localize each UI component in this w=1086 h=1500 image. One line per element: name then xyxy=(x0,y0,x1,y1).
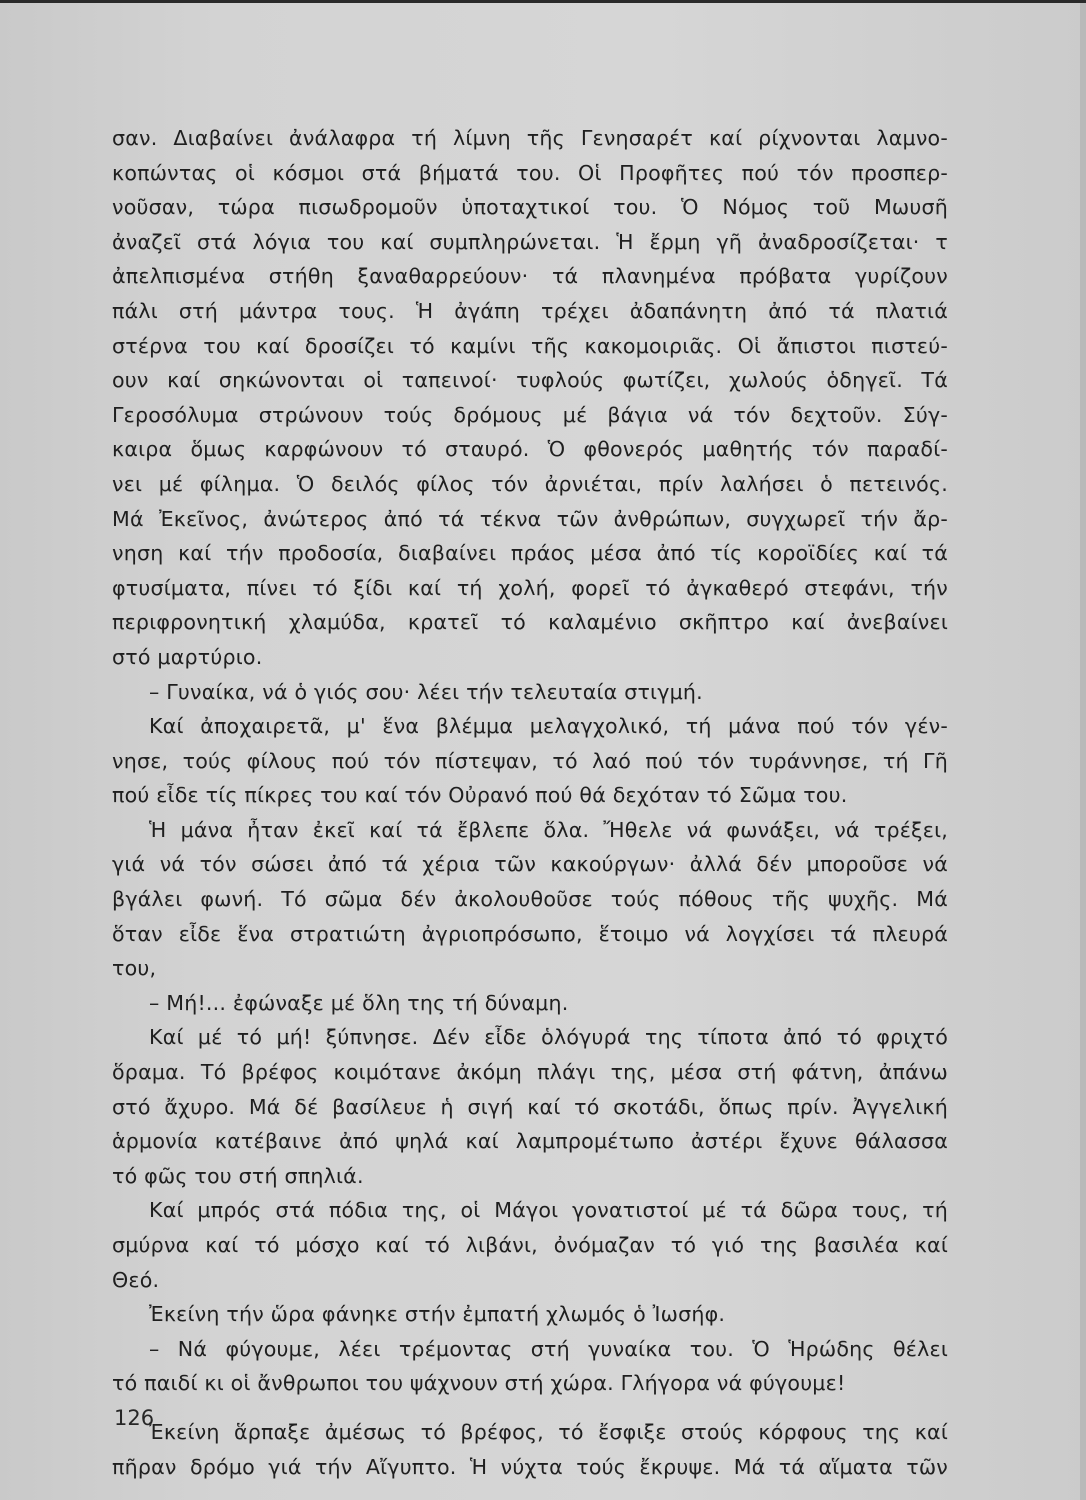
text-line: τό φῶς του στή σπηλιά. xyxy=(112,1163,364,1188)
text-line: ὅταν εἶδε ἕνα στρατιώτη ἀγριοπρόσωπο, ἕτοιμο νά λογχίσει τά πλευρά xyxy=(112,921,948,946)
text-line: περιφρονητική χλαμύδα, κρατεῖ τό καλαμένιο σκῆπτρο καί ἀνεβαίνει xyxy=(112,610,948,635)
text-line: βγάλει φωνή. Τό σῶμα δέν ἀκολουθοῦσε τούς πόθους τῆς ψυχῆς. Μά xyxy=(112,887,948,912)
text-line: – Νά φύγουμε, λέει τρέμοντας στή γυναίκα του. Ὁ Ἡρώδης θέλει xyxy=(149,1336,948,1361)
text-line: Ἡ μάνα ἦταν ἐκεῖ καί τά ἔβλεπε ὅλα. Ἤθελε νά φωνάξει, νά τρέξει, xyxy=(149,817,948,842)
text-line: νοῦσαν, τώρα πισωδρομοῦν ὑποταχτικοί του. Ὁ Νόμος τοῦ Μωυσῆ xyxy=(112,195,948,220)
text-line: τό παιδί κι οἱ ἄνθρωποι του ψάχνουν στή χώρα. Γλήγορα νά φύγουμε! xyxy=(112,1371,846,1396)
text-line: Καί μπρός στά πόδια της, οἱ Μάγοι γονατιστοί μέ τά δῶρα τους, τή xyxy=(149,1198,948,1223)
text-line: ὅραμα. Τό βρέφος κοιμότανε ἀκόμη πλάγι της, μέσα στή φάτνη, ἀπάνω xyxy=(112,1060,948,1085)
text-line: Καί μέ τό μή! ξύπνησε. Δέν εἶδε ὁλόγυρά της τίποτα ἀπό τό φριχτό xyxy=(149,1025,948,1050)
text-line: Καί ἀποχαιρετᾶ, μ' ἕνα βλέμμα μελαγχολικό, τή μάνα πού τόν γέν- xyxy=(149,714,948,739)
paragraph-gap xyxy=(112,1401,948,1415)
text-line: φτυσίματα, πίνει τό ξίδι καί τή χολή, φορεῖ τό ἀγκαθερό στεφάνι, τήν xyxy=(112,575,948,600)
text-line: στό ἄχυρο. Μά δέ βασίλευε ἡ σιγή καί τό σκοτάδι, ὅπως πρίν. Ἀγγελική xyxy=(112,1094,948,1119)
text-line: πῆραν δρόμο γιά τήν Αἴγυπτο. Ἡ νύχτα τούς ἔκρυψε. Μά τά αἵματα τῶν xyxy=(112,1454,948,1479)
text-line: γιά νά τόν σώσει ἀπό τά χέρια τῶν κακούργων· ἀλλά δέν μποροῦσε νά xyxy=(112,852,948,877)
text-line: – Γυναίκα, νά ὁ γιός σου· λέει τήν τελευταία στιγμή. xyxy=(149,679,703,704)
text-line: στό μαρτύριο. xyxy=(112,644,263,669)
text-line: στέρνα του καί δροσίζει τό καμίνι τῆς κακομοιριᾶς. Οἱ ἄπιστοι πιστεύ- xyxy=(112,333,948,358)
text-line: ουν καί σηκώνονται οἱ ταπεινοί· τυφλούς φωτίζει, χωλούς ὁδηγεῖ. Τά xyxy=(112,368,948,393)
text-line: κοπώντας οἱ κόσμοι στά βήματά του. Οἱ Προφῆτες πού τόν προσπερ- xyxy=(112,160,948,185)
text-line: πού εἶδε τίς πίκρες του καί τόν Οὐρανό πού θά δεχόταν τό Σῶμα του. xyxy=(112,783,848,808)
text-line: καιρα ὅμως καρφώνουν τό σταυρό. Ὁ φθονερός μαθητής τόν παραδί- xyxy=(112,437,948,462)
page-number: 126 xyxy=(114,1406,155,1430)
text-line: νησε, τούς φίλους πού τόν πίστεψαν, τό λαό πού τόν τυράννησε, τή Γῆ xyxy=(112,748,948,773)
text-line: Ἐκείνη τήν ὥρα φάνηκε στήν ἐμπατή χλωμός ὁ Ἰωσήφ. xyxy=(149,1302,726,1327)
text-line: νει μέ φίλημα. Ὁ δειλός φίλος τόν ἀρνιέται, πρίν λαλήσει ὁ πετεινός. xyxy=(112,471,948,496)
text-line: πάλι στή μάντρα τους. Ἡ ἀγάπη τρέχει ἀδαπάνητη ἀπό τά πλατιά xyxy=(112,298,948,323)
text-line: – Μή!... ἐφώναξε μέ ὅλη της τή δύναμη. xyxy=(149,990,569,1015)
text-line: Ἐκείνη ἅρπαξε ἀμέσως τό βρέφος, τό ἔσφιξε στούς κόρφους της καί xyxy=(149,1419,948,1444)
text-line: του, xyxy=(112,956,157,981)
text-line: σαν. Διαβαίνει ἀνάλαφρα τή λίμνη τῆς Γενησαρέτ καί ρίχνονται λαμνο- xyxy=(112,126,948,150)
body-text xyxy=(112,121,948,1484)
text-line: Γεροσόλυμα στρώνουν τούς δρόμους μέ βάγια νά τόν δεχτοῦν. Σύγ- xyxy=(112,402,948,427)
text-line: ἁρμονία κατέβαινε ἀπό ψηλά καί λαμπρομέτωπο ἀστέρι ἔχυνε θάλασσα xyxy=(112,1129,948,1154)
text-line: ἀπελπισμένα στήθη ξαναθαρρεύουν· τά πλανημένα πρόβατα γυρίζουν xyxy=(112,264,948,289)
text-line: νηση καί τήν προδοσία, διαβαίνει πράος μέσα ἀπό τίς κοροϊδίες καί τά xyxy=(112,541,948,566)
text-line: Μά Ἐκεῖνος, ἀνώτερος ἀπό τά τέκνα τῶν ἀνθρώπων, συγχωρεῖ τήν ἄρ- xyxy=(112,506,948,531)
text-line: ἀναζεῖ στά λόγια του καί συμπληρώνεται. Ἡ ἔρμη γῆ ἀναδροσίζεται· τ xyxy=(112,229,948,254)
text-line: σμύρνα καί τό μόσχο καί τό λιβάνι, ὀνόμαζαν τό γιό της βασιλέα καί xyxy=(112,1233,948,1257)
text-line: Θεό. xyxy=(112,1267,160,1292)
